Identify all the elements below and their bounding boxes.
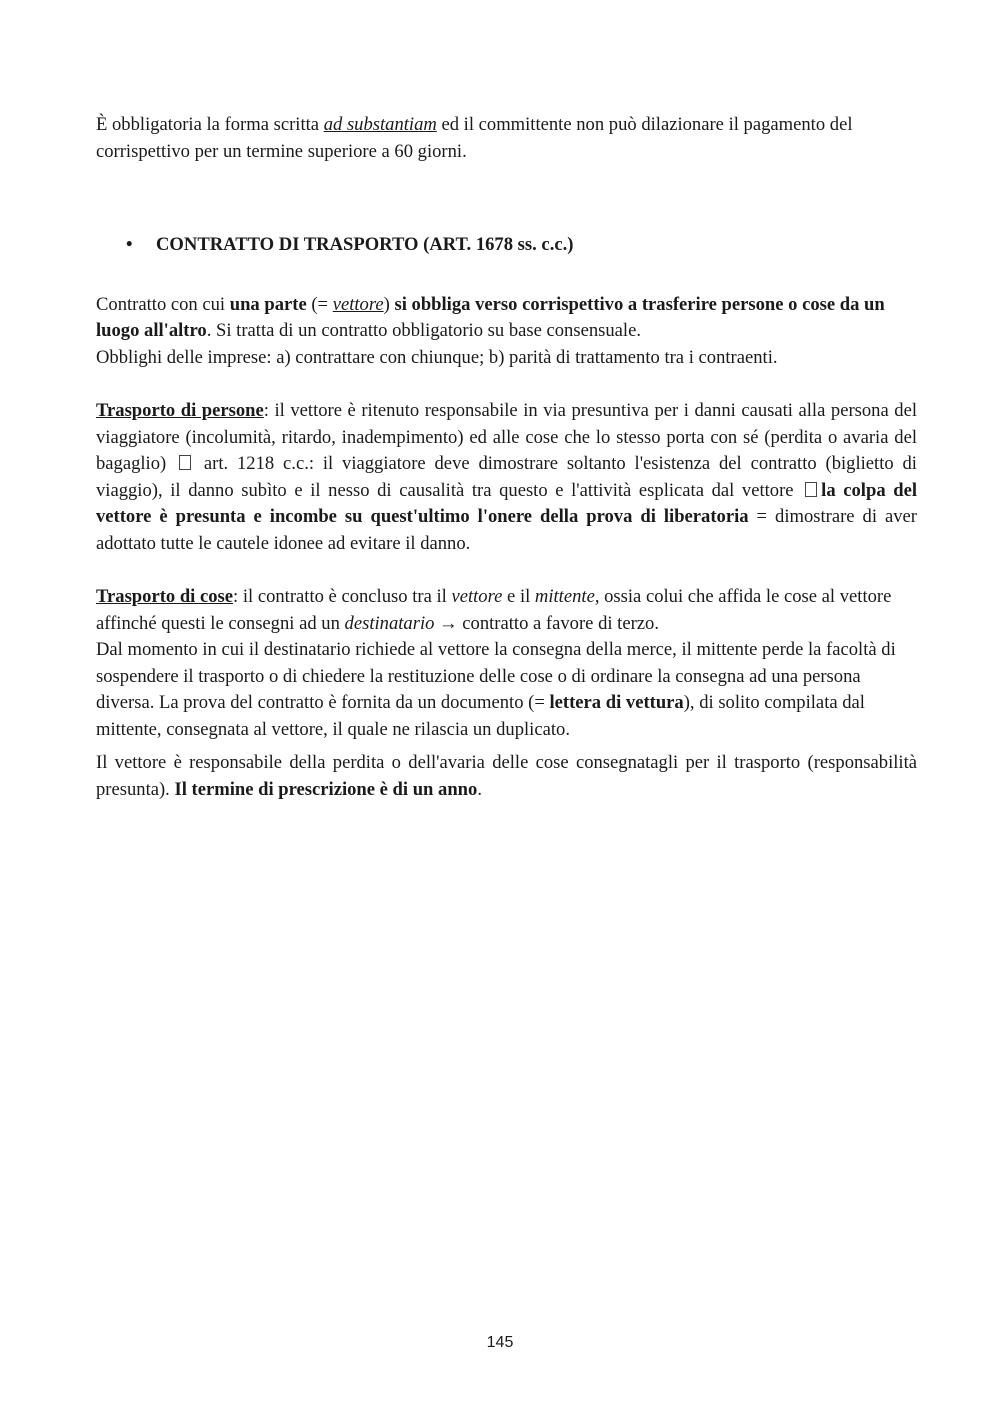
trasporto-cose-paragraph — [96, 584, 917, 637]
page-number: 145 — [486, 1334, 514, 1351]
intro-text-3: ed il committente non può dilazionare il pagamento del corrispettivo per un termine superiore a 60 giorni. — [96, 114, 853, 162]
cose-text-3: e il — [502, 586, 535, 607]
definition-text-1: Contratto con cui — [96, 293, 230, 315]
bullet-icon: • — [126, 234, 133, 255]
cose-vettore: vettore — [451, 586, 503, 607]
intro-paragraph — [96, 112, 917, 165]
cose-text-10: ), di solito compilata dal mittente, consegnata al vettore, il quale ne rilascia un duplicato. — [96, 692, 865, 740]
intro-ad-substantiam: ad substantiam — [323, 114, 437, 135]
cose-text-1: : il contratto è concluso tra il — [233, 586, 452, 607]
cose-text-5: , ossia colui che affida le cose al vettore affinché questi le consegni ad un — [96, 586, 892, 634]
trasporto-persone-title: Trasporto di persone — [96, 400, 264, 421]
cose-text-7: contratto a favore di terzo. — [462, 612, 659, 634]
arrow-right-icon: → — [434, 612, 463, 634]
intro-text-1: È obbligatoria la forma scritta — [96, 114, 324, 135]
cose-text-8: Dal momento in cui il destinatario richiede al vettore la consegna della merce, il mittente perde la facoltà di sospendere il trasporto o di chiedere la restituzione delle cose o di ordinare la consegna ad una persona diversa. La prova del contratto è fornita da un documento (= — [96, 639, 896, 713]
persone-text-2: art. 1218 c.c.: il viaggiatore deve dimostrare soltanto l'esistenza del contratto (biglietto di viaggio), il danno subìto e il nesso di causalità tra questo e l'attività esplicata dal vettore — [96, 453, 917, 501]
definition-text-7: . Si tratta di un contratto obbligatorio su base consensuale. — [206, 320, 641, 341]
cose-lettera-di-vettura: lettera di vettura — [549, 692, 684, 713]
responsabilita-text-3: . — [477, 778, 482, 800]
definition-obblighi-imprese: Obblighi delle imprese: a) contrattare con chiunque; b) parità di trattamento tra i contraenti. — [96, 346, 778, 368]
trasporto-cose-continuation — [96, 637, 917, 743]
definition-text-5: ) — [383, 293, 395, 315]
definition-paragraph — [96, 292, 917, 372]
cose-mittente: mittente — [534, 586, 595, 607]
section-heading-text: CONTRATTO DI TRASPORTO (ART. 1678 ss. c.c.) — [156, 234, 574, 255]
persone-text-4: = dimostrare di aver adottato tutte le cautele idonee ad evitare il danno. — [96, 506, 917, 554]
trasporto-persone-paragraph — [96, 398, 917, 557]
trasporto-cose-title: Trasporto di cose — [96, 586, 234, 607]
definition-obbligo: si obbliga verso corrispettivo a trasferire persone o cose da un luogo all'altro — [96, 293, 885, 341]
section-heading — [96, 232, 917, 259]
responsabilita-text-1: Il vettore è responsabile della perdita o dell'avaria delle cose consegnatagli per il trasporto (responsabilità presunta). — [96, 752, 917, 800]
document-page — [96, 112, 917, 803]
definition-text-3: (= — [306, 293, 333, 315]
missing-glyph-icon — [805, 482, 817, 497]
responsabilita-prescrizione: Il termine di prescrizione è di un anno — [174, 778, 478, 800]
persone-colpa-presunta: la colpa del vettore è presunta e incombe su quest'ultimo l'onere della prova di liberatoria — [96, 479, 917, 527]
cose-destinatario: destinatario — [344, 612, 435, 634]
responsabilita-paragraph — [96, 750, 917, 803]
missing-glyph-icon — [179, 455, 191, 470]
persone-text-1: : il vettore è ritenuto responsabile in via presuntiva per i danni causati alla persona del viaggiatore (incolumità, ritardo, inadempimento) ed alle cose che lo stesso porta con sé (perdita o avaria del bagaglio) — [96, 400, 917, 474]
definition-vettore: vettore — [332, 293, 384, 315]
definition-una-parte: una parte — [229, 293, 307, 315]
